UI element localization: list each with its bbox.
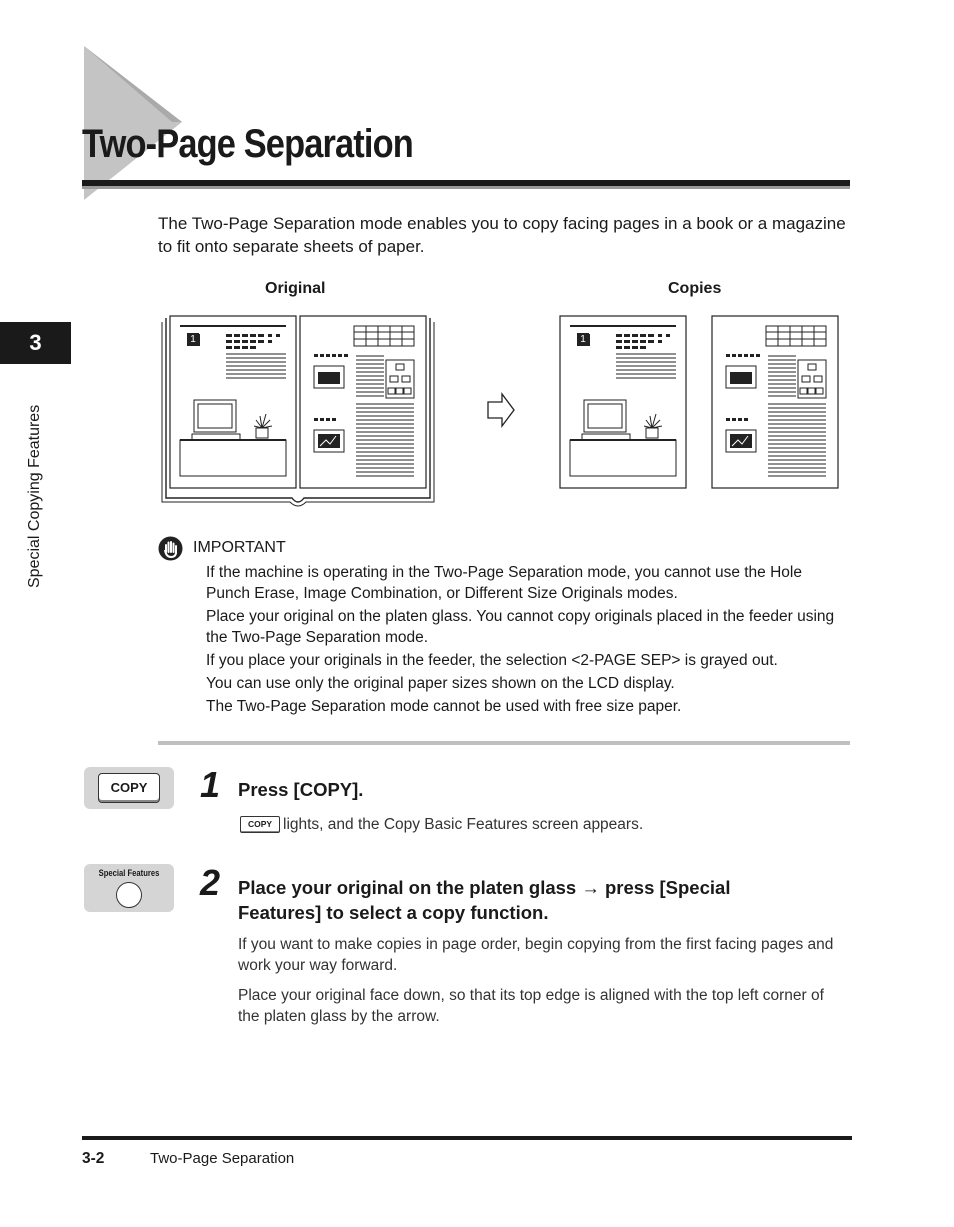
important-list xyxy=(206,562,846,719)
original-label: Original xyxy=(265,280,326,297)
step-1-number: 1 xyxy=(200,764,221,805)
intro-paragraph: The Two-Page Separation mode enables you to copy facing pages in a book or a magazine to fit onto separate sheets of paper. xyxy=(158,214,846,256)
step-1-description: lights, and the Copy Basic Features screen appears. xyxy=(283,816,644,833)
chapter-side-label: Special Copying Features xyxy=(26,404,43,588)
footer-section-title: Two-Page Separation xyxy=(150,1150,295,1167)
special-features-key-label: Special Features xyxy=(98,868,160,878)
original-page-marker: 1 xyxy=(187,333,199,346)
important-item: If you place your originals in the feeder, the selection <2-PAGE SEP> is grayed out. xyxy=(206,652,778,669)
step-2-heading-line2: Features] to select a copy function. xyxy=(238,902,549,923)
important-item: If the machine is operating in the Two-Page Separation mode, you cannot use the Hole Punch Erase, Image Combination, or Different Size Originals modes. xyxy=(206,564,802,602)
important-item: The Two-Page Separation mode cannot be used with free size paper. xyxy=(206,698,682,715)
important-item: You can use only the original paper sizes shown on the LCD display. xyxy=(206,675,675,692)
footer-rule xyxy=(82,1136,852,1140)
title-rule-shadow xyxy=(82,186,850,189)
footer-page-number: 3-2 xyxy=(82,1150,105,1167)
page-title: Two-Page Separation xyxy=(82,122,413,166)
step-2-number: 2 xyxy=(200,862,221,903)
copies-label: Copies xyxy=(668,280,722,297)
step-2-description-2: Place your original face down, so that its top edge is aligned with the top left corner of the platen glass by the arrow. xyxy=(238,987,824,1025)
step-2-heading-line1: Place your original on the platen glass → press [Special xyxy=(238,877,731,898)
two-page-separation-illustration xyxy=(160,310,850,510)
copy-key-button[interactable]: COPY xyxy=(98,773,160,803)
important-hand-icon xyxy=(158,536,183,561)
important-heading: IMPORTANT xyxy=(193,539,286,556)
inline-copy-key-icon: COPY xyxy=(240,816,280,833)
chapter-tab: 3 xyxy=(0,322,71,364)
copy-page-marker: 1 xyxy=(577,333,589,346)
step-2-description-1: If you want to make copies in page order, begin copying from the first facing pages and work your way forward. xyxy=(238,936,834,974)
special-features-key-button[interactable] xyxy=(116,882,142,908)
important-item: Place your original on the platen glass. You cannot copy originals placed in the feeder using the Two-Page Separation mode. xyxy=(206,608,835,646)
step-1-heading: Press [COPY]. xyxy=(238,779,364,800)
section-separator xyxy=(158,741,850,745)
